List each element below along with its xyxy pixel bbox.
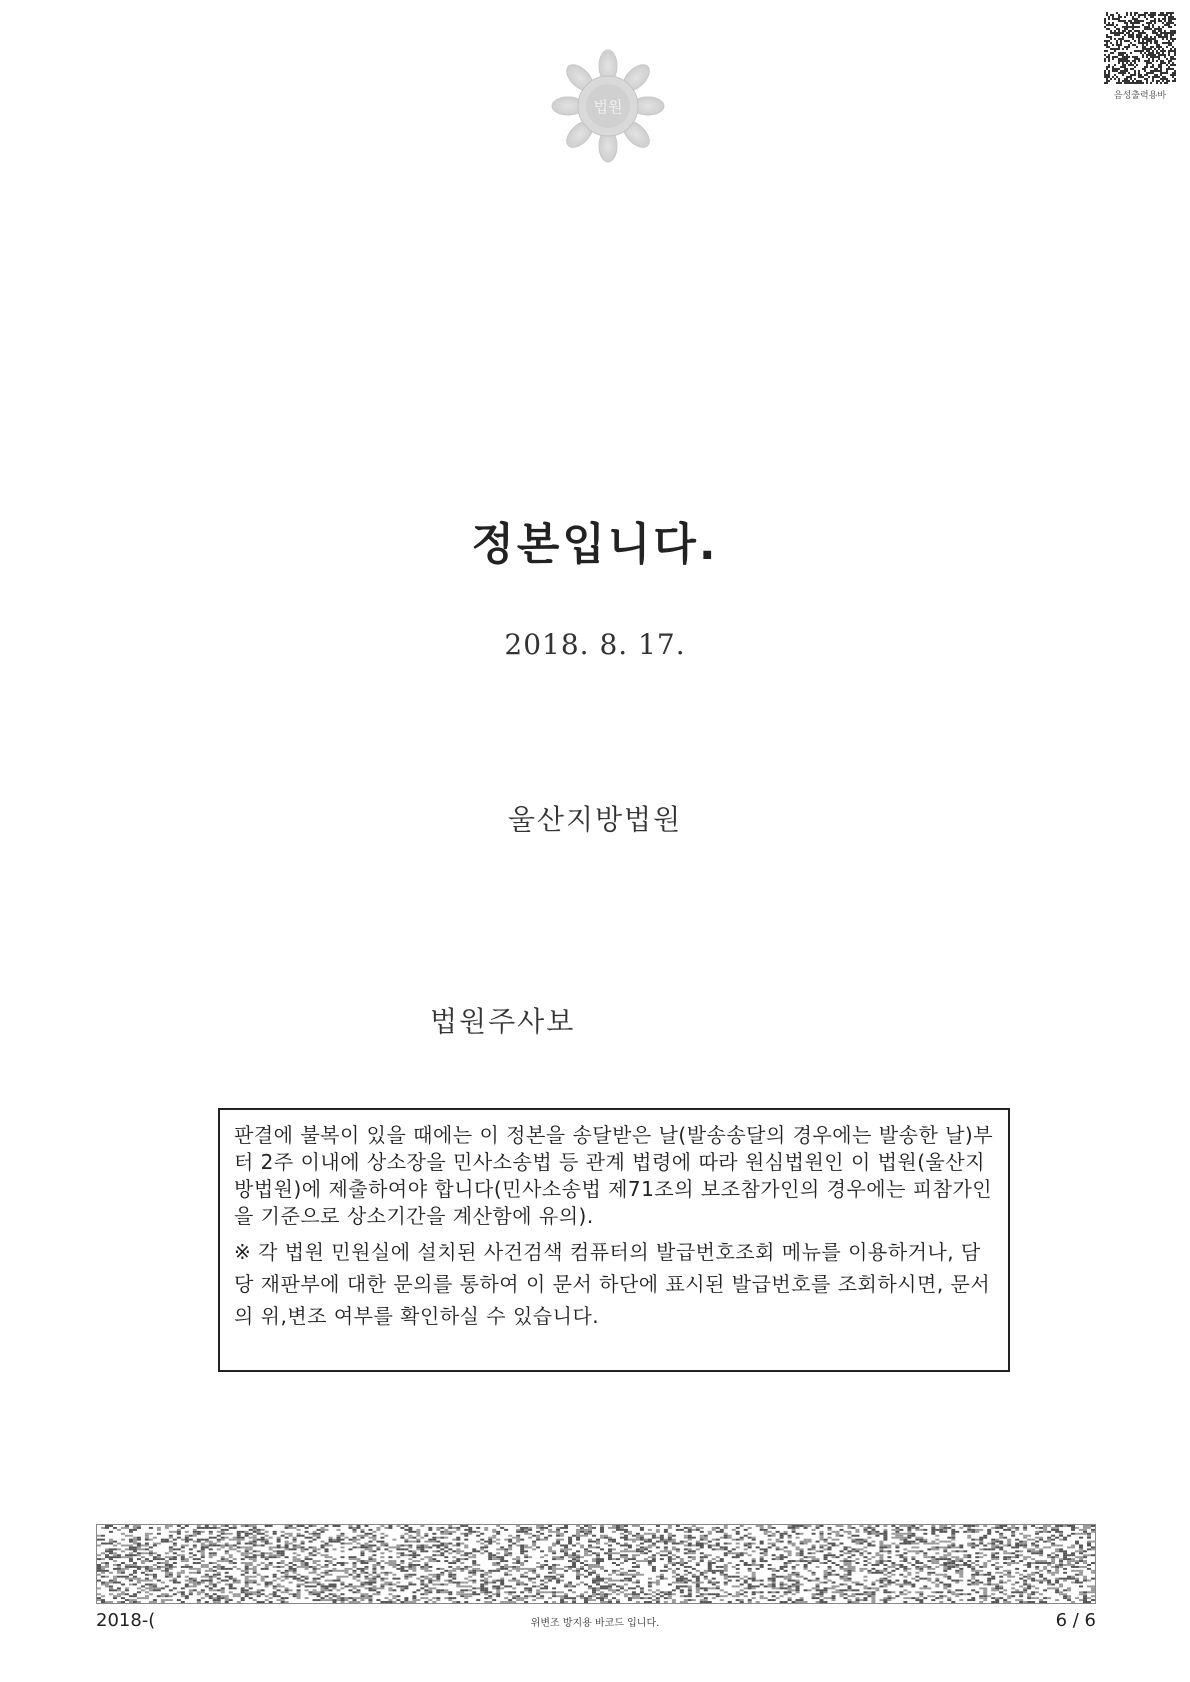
appeal-notice-text: 판결에 불복이 있을 때에는 이 정본을 송달받은 날(발송송달의 경우에는 발송한 날)부터 2주 이내에 상소장을 민사소송법 등 관계 법령에 따라 원심법원인 이 법원(울산지방법원)에 제출하여야 합니다(민사소송법 제71조의 보조참가인의 경우에는 피참가인을 기준으로 상소기간을 계산함에 유의). — [234, 1123, 994, 1228]
barcode-caption: 위변조 방지용 바코드 입니다. — [530, 1618, 660, 1629]
appeal-notice-box — [218, 1108, 1010, 1372]
document-number: 2018-( — [96, 1610, 156, 1631]
verification-notice-text: ※ 각 법원 민원실에 설치된 사건검색 컴퓨터의 발급번호조회 메뉴를 이용하거나, 담당 재판부에 대한 문의를 통하여 이 문서 하단에 표시된 발급번호를 조회하시면, 문서의 위,변조 여부를 확인하실 수 있습니다. — [234, 1240, 991, 1328]
anti-forgery-barcode-icon — [96, 1524, 1096, 1604]
court-emblem-icon — [550, 48, 666, 164]
issue-date: 2018. 8. 17. — [504, 628, 686, 661]
qr-caption: 음성출력용바 — [1113, 91, 1167, 101]
court-name: 울산지방법원 — [507, 803, 683, 836]
page-number: 6 / 6 — [1055, 1610, 1096, 1631]
officer-title: 법원주사보 — [430, 1005, 576, 1038]
emblem-text: 법원 — [593, 98, 623, 116]
qr-code-icon — [1104, 12, 1176, 84]
document-title: 정본입니다. — [471, 519, 719, 570]
